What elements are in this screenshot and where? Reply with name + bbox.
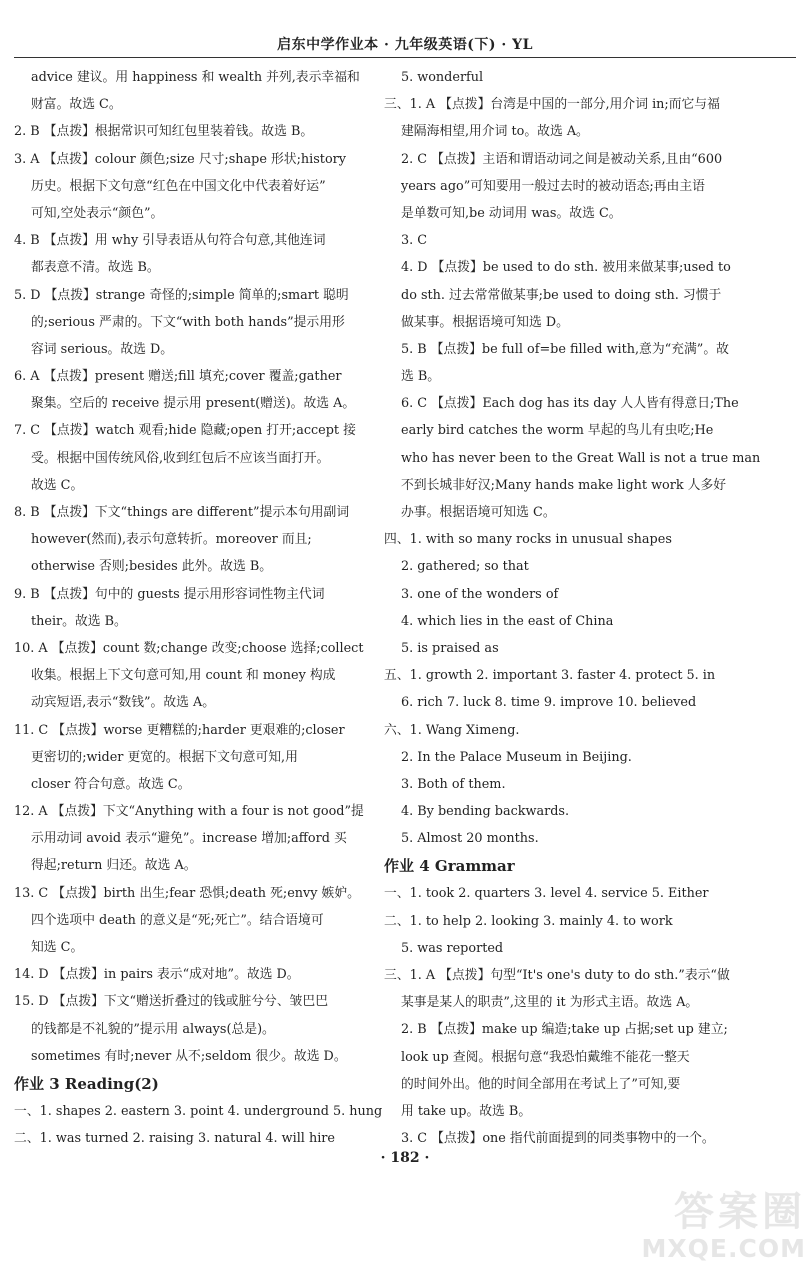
- watermark-url: MXQE.COM: [641, 1234, 806, 1263]
- answer-line: 4. D 【点拨】be used to do sth. 被用来做某事;used to: [401, 260, 731, 276]
- answer-line: however(然而),表示句意转折。moreover 而且;: [31, 532, 312, 548]
- answer-line: do sth. 过去常常做某事;be used to doing sth. 习惯于: [401, 287, 722, 303]
- answer-line: 5. D 【点拨】strange 奇怪的;simple 简单的;smart 聪明: [14, 287, 349, 303]
- answer-line: 3. Both of them.: [401, 776, 506, 792]
- answer-line: 6. rich 7. luck 8. time 9. improve 10. believed: [401, 695, 697, 711]
- watermark-logo: [636, 1190, 806, 1276]
- answer-line: 是单数可知,be 动词用 was。故选 C。: [401, 205, 622, 221]
- answer-line: 二、1. was turned 2. raising 3. natural 4. will hire: [14, 1131, 335, 1147]
- answer-line: 六、1. Wang Ximeng.: [384, 722, 520, 738]
- answer-line: 财富。故选 C。: [31, 97, 122, 113]
- header-divider: [14, 57, 796, 58]
- answer-line: 容词 serious。故选 D。: [31, 341, 174, 357]
- answer-line: 建隔海相望,用介词 to。故选 A。: [401, 124, 589, 140]
- answer-line: 的;serious 严肃的。下文“with both hands”提示用形: [31, 314, 345, 330]
- answer-line: 聚集。空后的 receive 提示用 present(赠送)。故选 A。: [31, 396, 356, 412]
- answer-line: 11. C 【点拨】worse 更糟糕的;harder 更艰难的;closer: [14, 722, 345, 738]
- answer-line: 3. one of the wonders of: [401, 586, 559, 602]
- answer-line: 4. which lies in the east of China: [401, 613, 614, 629]
- answer-line: 历史。根据下文句意“红色在中国文化中代表着好运”: [31, 178, 326, 194]
- answer-line: who has never been to the Great Wall is not a true man: [401, 450, 761, 466]
- answer-line: 受。根据中国传统风俗,收到红包后不应该当面打开。: [31, 450, 330, 466]
- answer-line: 3. C: [401, 233, 428, 249]
- answer-line: 8. B 【点拨】下文“things are different”提示本句用副词: [14, 505, 350, 520]
- answer-line: 可知,空处表示“颜色”。: [31, 205, 164, 221]
- answer-line: 一、1. shapes 2. eastern 3. point 4. underground 5. hung: [14, 1103, 383, 1119]
- answer-line: 4. By bending backwards.: [401, 804, 570, 820]
- answer-line: 某事是某人的职责”,这里的 it 为形式主语。故选 A。: [401, 995, 699, 1011]
- answer-line: 都表意不清。故选 B。: [31, 260, 160, 276]
- answer-line: 一、1. took 2. quarters 3. level 4. service 5. Either: [384, 886, 709, 902]
- answer-line: 三、1. A 【点拨】句型“It's one's duty to do sth.”表示“做: [384, 968, 730, 983]
- answer-line: 的时间外出。他的时间全部用在考试上了”可知,要: [401, 1076, 681, 1092]
- answer-line: 收集。根据上下文句意可知,用 count 和 money 构成: [31, 668, 336, 684]
- page-number: · 182 ·: [380, 1150, 430, 1166]
- section-heading: 作业 4 Grammar: [384, 857, 515, 876]
- answer-line: 5. was reported: [401, 940, 504, 956]
- answer-line: 的钱都是不礼貌的”提示用 always(总是)。: [31, 1021, 275, 1037]
- answer-line: 二、1. to help 2. looking 3. mainly 4. to work: [384, 913, 673, 929]
- answer-line: 7. C 【点拨】watch 观看;hide 隐藏;open 打开;accept 接: [14, 423, 356, 439]
- answer-line: their。故选 B。: [31, 613, 127, 629]
- answer-line: 知选 C。: [31, 940, 84, 955]
- answer-line: 三、1. A 【点拨】台湾是中国的一部分,用介词 in;而它与福: [384, 97, 720, 113]
- answer-line: 6. C 【点拨】Each dog has its day 人人皆有得意日;The: [401, 396, 739, 412]
- answer-line: 更密切的;wider 更宽的。根据下文句意可知,用: [31, 749, 298, 765]
- answer-line: 14. D 【点拨】in pairs 表示“成对地”。故选 D。: [14, 967, 300, 983]
- answer-line: years ago”可知要用一般过去时的被动语态;再由主语: [401, 178, 705, 194]
- left-column: [14, 64, 383, 1152]
- watermark-text: 答案圈: [674, 1189, 806, 1235]
- answer-line: otherwise 否则;besides 此外。故选 B。: [31, 559, 273, 575]
- page-header: 启东中学作业本 · 九年级英语(下) · YL: [277, 37, 533, 53]
- answer-line: 五、1. growth 2. important 3. faster 4. protect 5. in: [384, 668, 716, 684]
- answer-line: 3. C 【点拨】one 指代前面提到的同类事物中的一个。: [401, 1131, 715, 1147]
- section-heading: 作业 3 Reading(2): [14, 1074, 159, 1093]
- answer-line: 办事。根据语境可知选 C。: [401, 505, 556, 520]
- answer-line: 2. B 【点拨】根据常识可知红包里装着钱。故选 B。: [14, 124, 314, 140]
- answer-line: 5. wonderful: [401, 70, 484, 85]
- answer-line: 2. In the Palace Museum in Beijing.: [401, 749, 632, 765]
- answer-line: early bird catches the worm 早起的鸟儿有虫吃;He: [401, 423, 714, 439]
- answer-line: 2. B 【点拨】make up 编造;take up 占据;set up 建立;: [401, 1022, 728, 1038]
- answer-line: 13. C 【点拨】birth 出生;fear 恐惧;death 死;envy 嫉妒。: [14, 885, 360, 901]
- answer-line: 故选 C。: [31, 477, 84, 493]
- answer-line: 不到长城非好汉;Many hands make light work 人多好: [401, 477, 727, 493]
- answer-line: 10. A 【点拨】count 数;change 改变;choose 选择;collect: [14, 640, 364, 656]
- answer-line: 9. B 【点拨】句中的 guests 提示用形容词性物主代词: [14, 586, 325, 602]
- answer-line: 2. gathered; so that: [401, 559, 529, 575]
- answer-line: 5. is praised as: [401, 640, 499, 656]
- right-column: [384, 64, 761, 1152]
- answer-line: 用 take up。故选 B。: [401, 1103, 532, 1119]
- answer-line: 5. B 【点拨】be full of=be filled with,意为“充满”。故: [401, 341, 729, 357]
- answer-line: 选 B。: [401, 369, 441, 385]
- answer-line: 4. B 【点拨】用 why 引导表语从句符合句意,其他连词: [14, 233, 326, 249]
- answer-line: advice 建议。用 happiness 和 wealth 并列,表示幸福和: [31, 70, 360, 85]
- answer-line: 6. A 【点拨】present 赠送;fill 填充;cover 覆盖;gather: [14, 369, 342, 385]
- answer-line: look up 查阅。根据句意“我恐怕戴维不能花一整天: [401, 1049, 690, 1065]
- answer-line: 2. C 【点拨】主语和谓语动词之间是被动关系,且由“600: [401, 151, 723, 167]
- answer-line: 3. A 【点拨】colour 颜色;size 尺寸;shape 形状;history: [14, 151, 346, 167]
- answer-line: 做某事。根据语境可知选 D。: [401, 314, 569, 330]
- answer-line: 示用动词 avoid 表示“避免”。increase 增加;afford 买: [31, 831, 347, 847]
- answer-line: 12. A 【点拨】下文“Anything with a four is not good”提: [14, 804, 364, 820]
- answer-line: closer 符合句意。故选 C。: [31, 776, 191, 792]
- answer-line: 四、1. with so many rocks in unusual shapes: [384, 532, 672, 548]
- answer-line: 15. D 【点拨】下文“赠送折叠过的钱或脏兮兮、皱巴巴: [14, 994, 329, 1010]
- answer-line: 得起;return 归还。故选 A。: [31, 858, 197, 874]
- answer-line: sometimes 有时;never 从不;seldom 很少。故选 D。: [31, 1048, 347, 1064]
- answer-line: 动宾短语,表示“数钱”。故选 A。: [31, 695, 216, 711]
- answer-line: 5. Almost 20 months.: [401, 831, 539, 847]
- answer-line: 四个选项中 death 的意义是“死;死亡”。结合语境可: [31, 912, 324, 928]
